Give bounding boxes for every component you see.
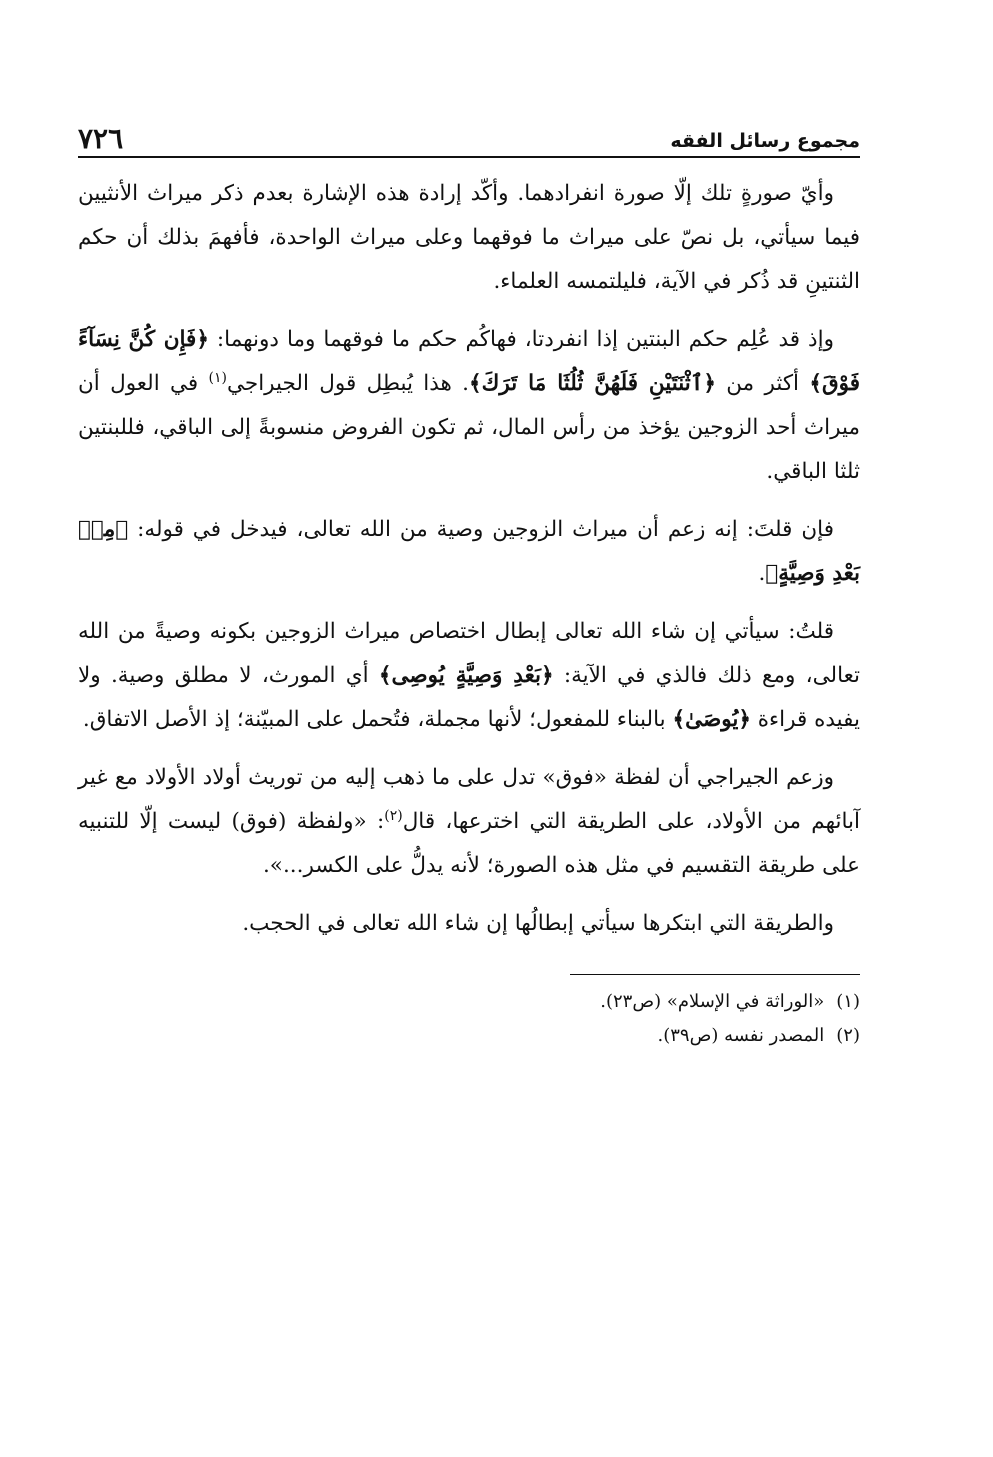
- text-segment: في العول أن ميراث أحد الزوجين يؤخذ من رأس المال، ثم تكون الفروض منسوبةً إلى الباقي، فللبنتين ثلثا الباقي.: [78, 371, 860, 484]
- quran-verse: ﴿يُوصَىٰ﴾: [672, 707, 751, 732]
- text-segment: بالبناء للمفعول؛ لأنها مجملة، فتُحمل على المبيّنة؛ إذ الأصل الاتفاق.: [82, 707, 673, 732]
- footnote-reference: (١): [208, 369, 227, 386]
- text-segment: فإن قلتَ: إنه زعم أن ميراث الزوجين وصية من الله تعالى، فيدخل في قوله:: [128, 517, 834, 542]
- paragraph: [78, 902, 860, 946]
- text-segment: وإذ قد عُلِم حكم البنتين إذا انفردتا، فهاكُم حكم ما فوقهما وما دونهما:: [208, 327, 834, 352]
- text-segment: والطريقة التي ابتكرها سيأتي إبطالُها إن شاء الله تعالى في الحجب.: [242, 911, 834, 936]
- text-segment: . هذا يُبطِل قول الجيراجي: [227, 371, 470, 396]
- footnote-reference: (٢): [384, 807, 403, 824]
- text-segment: وزعم الجيراجي أن لفظة «فوق» تدل على ما ذهب إليه من توريث أولاد الأولاد مع غير آبائهم من الأولاد، على الطريقة التي اخترعها، قال: [78, 765, 860, 834]
- footnote-divider: [570, 974, 860, 975]
- page-number: ٧٢٦: [78, 122, 124, 155]
- footnote-text: «الوراثة في الإسلام» (ص٢٣).: [600, 991, 825, 1012]
- paragraph: [78, 172, 860, 304]
- text-segment: أي المورث، لا مطلق وصية. ولا يفيده قراءة: [78, 663, 860, 732]
- quran-verse: ﴿بَعْدِ وَصِيَّةٍ يُوصِى﴾: [378, 663, 554, 688]
- text-segment: وأيّ صورةٍ تلك إلّا صورة انفرادهما. وأكّد إرادة هذه الإشارة بعدم ذكر ميراث الأنثيين فيما سيأتي، بل نصّ على ميراث ما فوقهما وعلى ميراث الواحدة، فأفهمَ بذلك أن حكم الثنتينِ قد ذُكر في الآية، فليلتمسه العلماء.: [78, 181, 860, 294]
- footnote-number: (١): [836, 991, 860, 1012]
- footnotes: [78, 985, 860, 1053]
- text-segment: قلتُ: سيأتي إن شاء الله تعالى إبطال اختصاص ميراث الزوجين بكونه وصيةً من الله تعالى، ومع ذلك فالذي في الآية:: [78, 619, 860, 688]
- paragraph: [78, 318, 860, 494]
- footnote: [78, 1019, 860, 1053]
- text-segment: .: [758, 561, 766, 586]
- quran-verse: ﴿فَإِن كُنَّ نِسَآءً فَوْقَ﴾: [78, 327, 861, 396]
- footnote-text: المصدر نفسه (ص٣٩).: [657, 1025, 825, 1046]
- paragraph: [78, 508, 860, 596]
- running-title: مجموع رسائل الفقه: [670, 130, 860, 152]
- footnote: [78, 985, 860, 1019]
- footnote-number: (٢): [836, 1025, 860, 1046]
- paragraph: [78, 756, 860, 888]
- text-segment: : «ولفظة (فوق) ليست إلّا للتنبيه على طريقة التقسيم في مثل هذه الصورة؛ لأنه يدلُّ على الكسر...».: [78, 809, 860, 878]
- paragraph: [78, 610, 860, 742]
- quran-verse: ﴿مِنۢ بَعْدِ وَصِيَّةٍ﴾: [78, 517, 860, 586]
- quran-verse: ﴿ٱثْنَتَيْنِ فَلَهُنَّ ثُلُثَا مَا تَرَكَ﴾: [469, 371, 716, 396]
- book-page: [78, 118, 860, 1053]
- text-segment: أكثر من: [715, 371, 810, 396]
- body-text: [78, 172, 860, 946]
- page-header: [78, 118, 860, 158]
